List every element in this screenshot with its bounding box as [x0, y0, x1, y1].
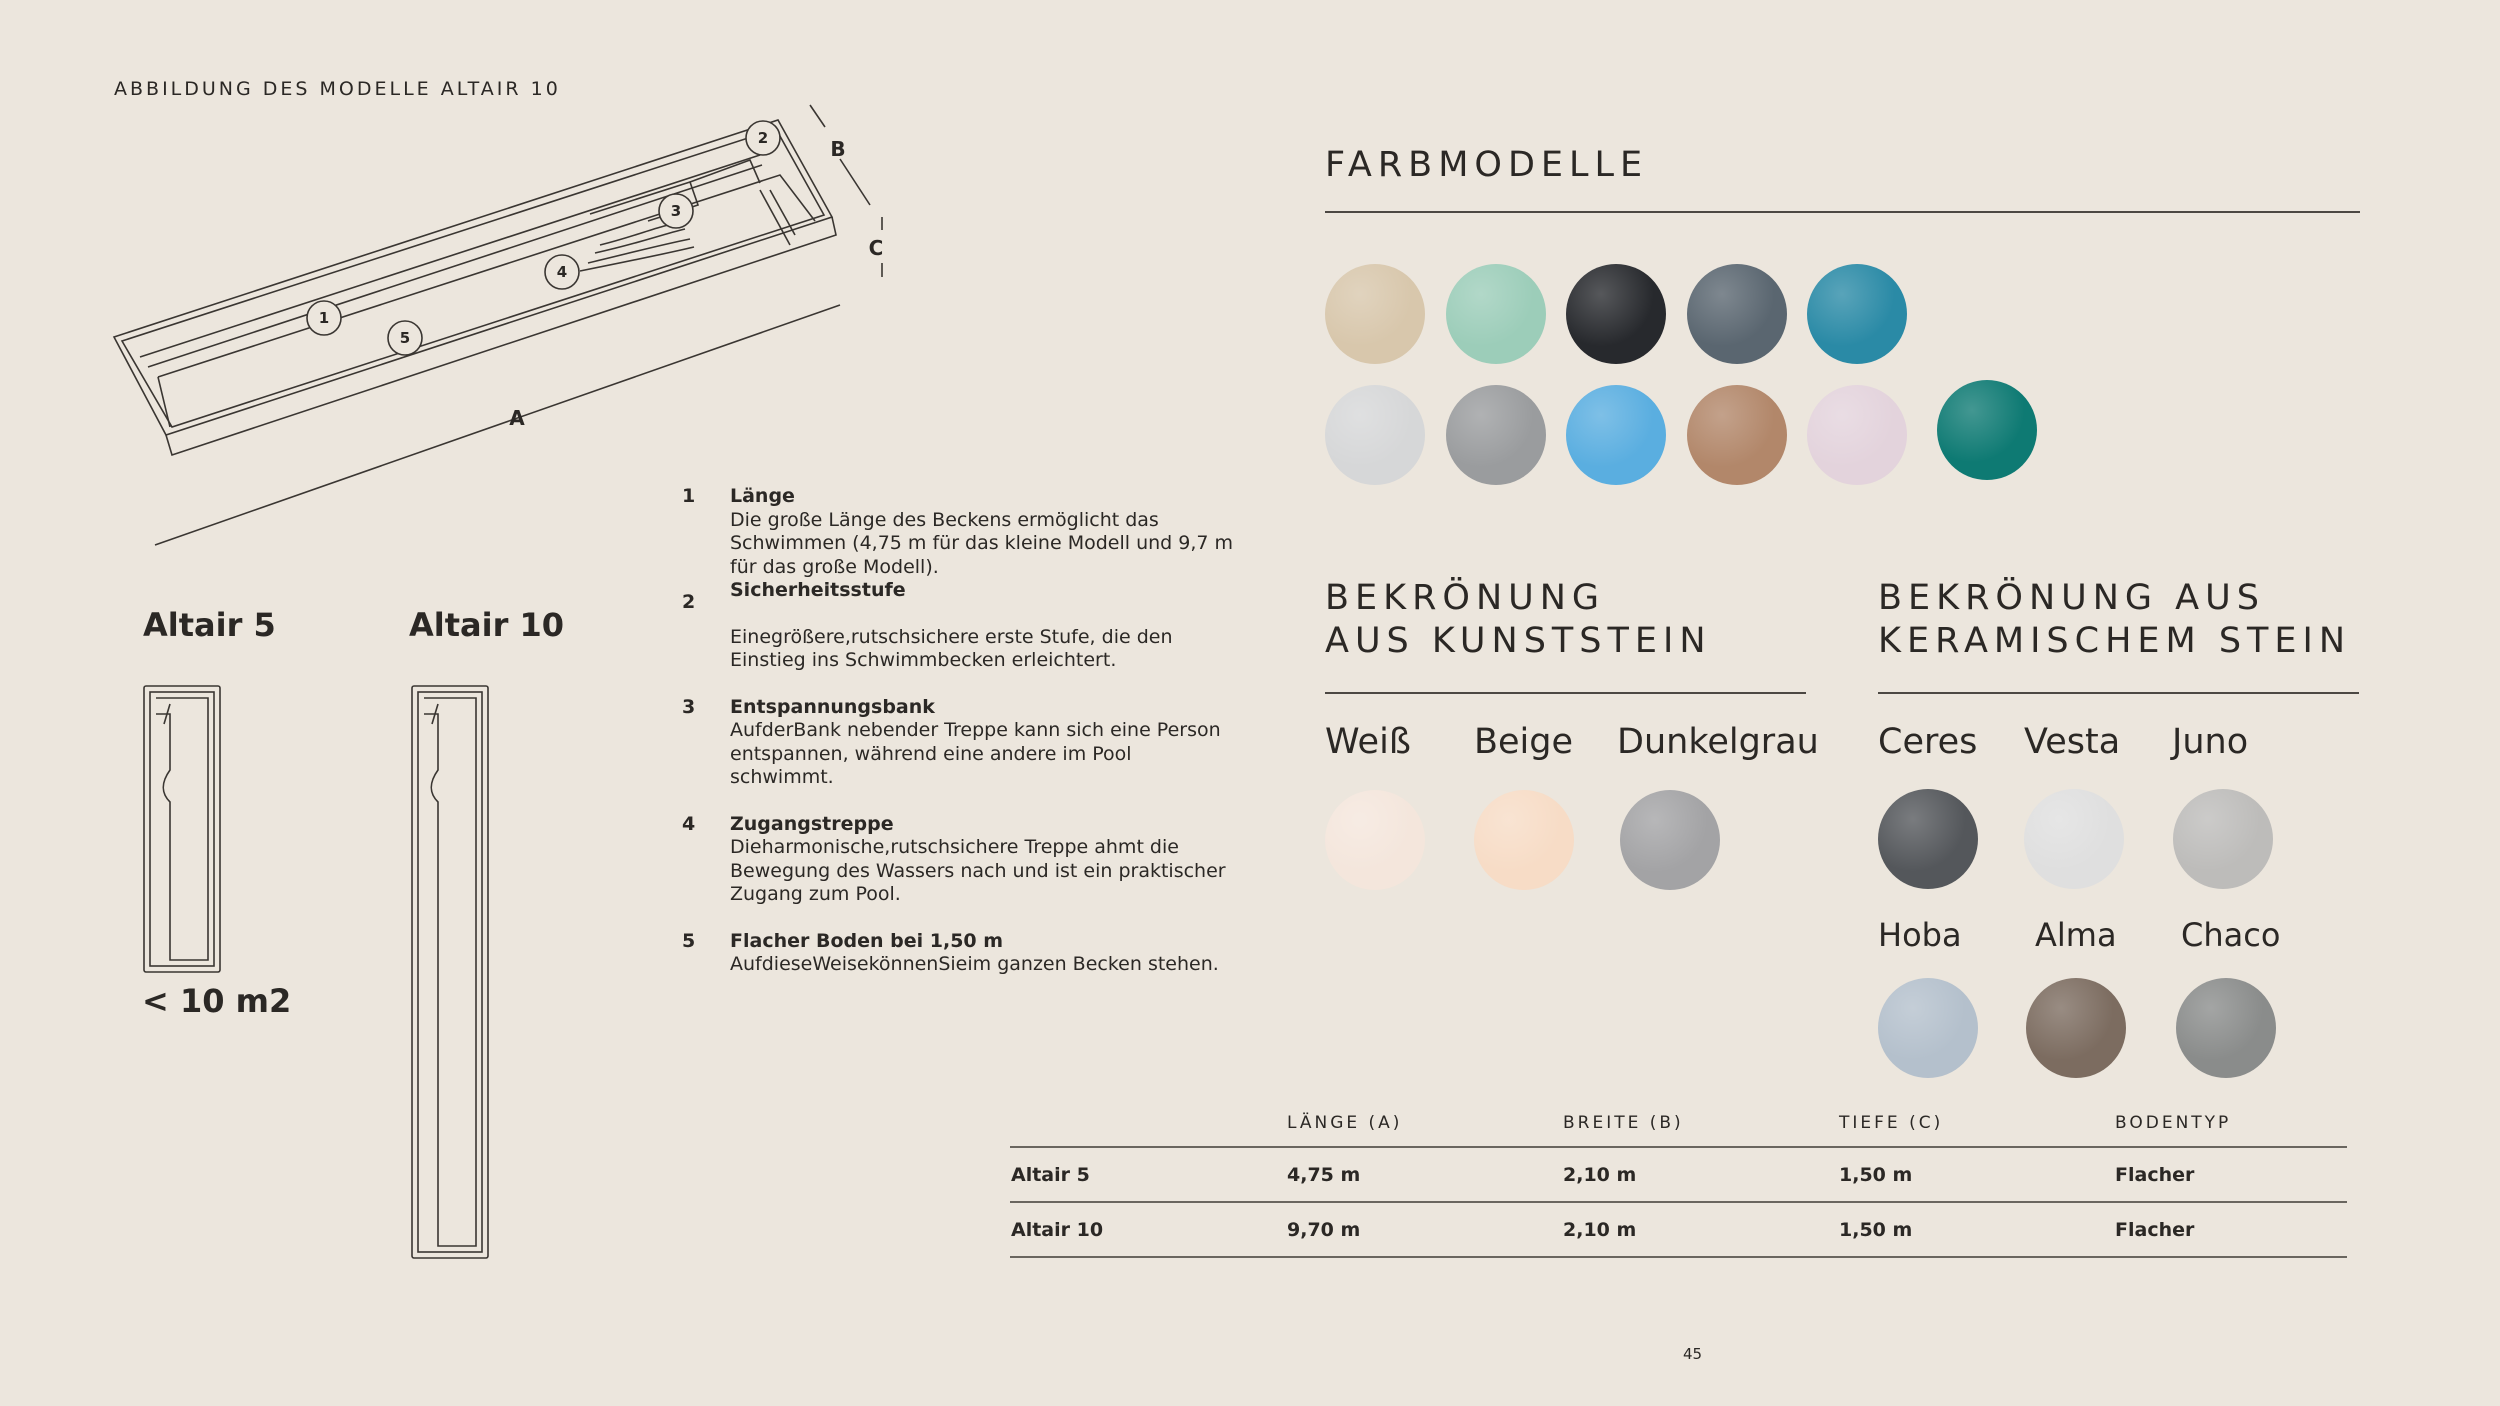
farbmodelle-divider [1325, 211, 2360, 213]
feature-item-5 [680, 930, 1240, 977]
keramik-swatch-chaco[interactable] [2176, 978, 2276, 1078]
specs-header-bodentyp: BODENTYP [2115, 1113, 2232, 1133]
color-swatch-3[interactable] [1566, 264, 1666, 364]
keramik-title-line-2: KERAMISCHEM STEIN [1878, 621, 2352, 661]
specs-table [1010, 1100, 2347, 1258]
color-swatch-7[interactable] [1446, 385, 1546, 485]
model-name-altair-10: Altair 10 [409, 606, 565, 644]
keramik-option-juno-label: Juno [2172, 722, 2249, 762]
feature-description: Die große Länge des Beckens ermöglicht das Schwimmen (4,75 m für das kleine Modell und 9,7 m für das große Modell). [730, 508, 1234, 578]
kunststein-swatch-beige[interactable] [1474, 790, 1574, 890]
feature-description: Einegrößere,rutschsichere erste Stufe, die den Einstieg ins Schwimmbecken erleichtert. [730, 625, 1173, 671]
specs-cell-model: Altair 5 [1010, 1147, 1286, 1202]
farbmodelle-title: FARBMODELLE [1325, 145, 1649, 185]
feature-number: 1 [682, 485, 696, 507]
feature-item-2 [680, 579, 1240, 673]
kunststein-title-line-1: BEKRÖNUNG [1325, 578, 1606, 618]
color-swatch-8[interactable] [1566, 385, 1666, 485]
figure-title: ABBILDUNG DES MODELLE ALTAIR 10 [114, 78, 561, 100]
altair-5-plan-view [142, 684, 224, 976]
keramik-title [1878, 577, 2351, 663]
dim-a-label: A [509, 406, 525, 430]
keramik-swatch-vesta[interactable] [2024, 789, 2124, 889]
keramik-option-chaco-label: Chaco [2181, 916, 2281, 954]
marker-4-label: 4 [556, 263, 568, 281]
keramik-title-line-1: BEKRÖNUNG AUS [1878, 578, 2265, 618]
color-swatch-2[interactable] [1446, 264, 1546, 364]
keramik-swatch-hoba[interactable] [1878, 978, 1978, 1078]
specs-header-row [1010, 1100, 2347, 1147]
feature-title: Entspannungsbank [730, 695, 935, 718]
color-swatch-1[interactable] [1325, 264, 1425, 364]
marker-2-label: 2 [757, 129, 769, 147]
dim-b-label: B [830, 137, 846, 161]
kunststein-option-weiss-label: Weiß [1325, 722, 1411, 762]
specs-cell-breite: 2,10 m [1562, 1202, 1838, 1257]
feature-description: AufdieseWeisekönnenSieim ganzen Becken stehen. [730, 953, 1219, 975]
specs-cell-bodentyp: Flacher [2114, 1202, 2347, 1257]
keramik-option-ceres-label: Ceres [1878, 722, 1978, 762]
keramik-divider [1878, 692, 2359, 694]
keramik-swatch-juno[interactable] [2173, 789, 2273, 889]
feature-number: 4 [682, 812, 696, 835]
keramik-option-alma-label: Alma [2035, 916, 2117, 954]
specs-header-tiefe: TIEFE (C) [1839, 1113, 1944, 1133]
feature-description: Dieharmonische,rutschsichere Treppe ahmt die Bewegung des Wassers nach und ist ein praktischer Zugang zum Pool. [730, 836, 1226, 905]
kunststein-option-beige-label: Beige [1474, 722, 1574, 762]
model-name-altair-5: Altair 5 [143, 606, 276, 644]
color-swatch-6[interactable] [1325, 385, 1425, 485]
color-swatch-11[interactable] [1937, 380, 2037, 480]
kunststein-divider [1325, 692, 1806, 694]
dim-c-label: C [868, 236, 884, 260]
specs-header-breite: BREITE (B) [1563, 1113, 1684, 1133]
feature-item-3 [680, 696, 1240, 790]
specs-cell-laenge: 9,70 m [1286, 1202, 1562, 1257]
feature-number: 2 [682, 591, 696, 613]
table-row [1010, 1202, 2347, 1257]
feature-description: AufderBank nebender Treppe kann sich eine Person entspannen, während eine andere im Pool schwimmt. [730, 719, 1221, 788]
kunststein-swatch-weiss[interactable] [1325, 790, 1425, 890]
feature-title: Länge [730, 485, 795, 507]
keramik-swatch-alma[interactable] [2026, 978, 2126, 1078]
feature-list [680, 485, 1240, 1000]
specs-cell-model: Altair 10 [1010, 1202, 1286, 1257]
altair-10-plan-view [410, 684, 492, 1260]
kunststein-swatch-dunkelgrau[interactable] [1620, 790, 1720, 890]
specs-header-laenge: LÄNGE (A) [1287, 1113, 1403, 1133]
marker-3-label: 3 [670, 202, 682, 220]
kunststein-title [1325, 577, 1712, 663]
specs-cell-laenge: 4,75 m [1286, 1147, 1562, 1202]
specs-cell-tiefe: 1,50 m [1838, 1147, 2114, 1202]
specs-header-model [1010, 1100, 1286, 1147]
page-number: 45 [1683, 1345, 1703, 1363]
color-swatch-5[interactable] [1807, 264, 1907, 364]
pool-area: < 10 m2 [142, 982, 292, 1020]
keramik-option-vesta-label: Vesta [2024, 722, 2121, 762]
feature-item-4 [680, 813, 1240, 907]
feature-number: 5 [682, 929, 696, 952]
feature-title: Sicherheitsstufe [730, 579, 906, 601]
keramik-swatch-ceres[interactable] [1878, 789, 1978, 889]
feature-title: Zugangstreppe [730, 812, 894, 835]
marker-5-label: 5 [399, 329, 411, 347]
color-swatch-9[interactable] [1687, 385, 1787, 485]
specs-cell-breite: 2,10 m [1562, 1147, 1838, 1202]
feature-title: Flacher Boden bei 1,50 m [730, 929, 1004, 952]
kunststein-title-line-2: AUS KUNSTSTEIN [1325, 621, 1712, 661]
marker-1-label: 1 [318, 309, 330, 327]
table-row [1010, 1147, 2347, 1202]
keramik-option-hoba-label: Hoba [1878, 916, 1962, 954]
feature-number: 3 [682, 695, 696, 718]
specs-cell-tiefe: 1,50 m [1838, 1202, 2114, 1257]
color-swatch-4[interactable] [1687, 264, 1787, 364]
kunststein-option-dunkelgrau-label: Dunkelgrau [1617, 722, 1819, 762]
specs-cell-bodentyp: Flacher [2114, 1147, 2347, 1202]
color-swatch-10[interactable] [1807, 385, 1907, 485]
feature-item-1 [680, 485, 1240, 579]
